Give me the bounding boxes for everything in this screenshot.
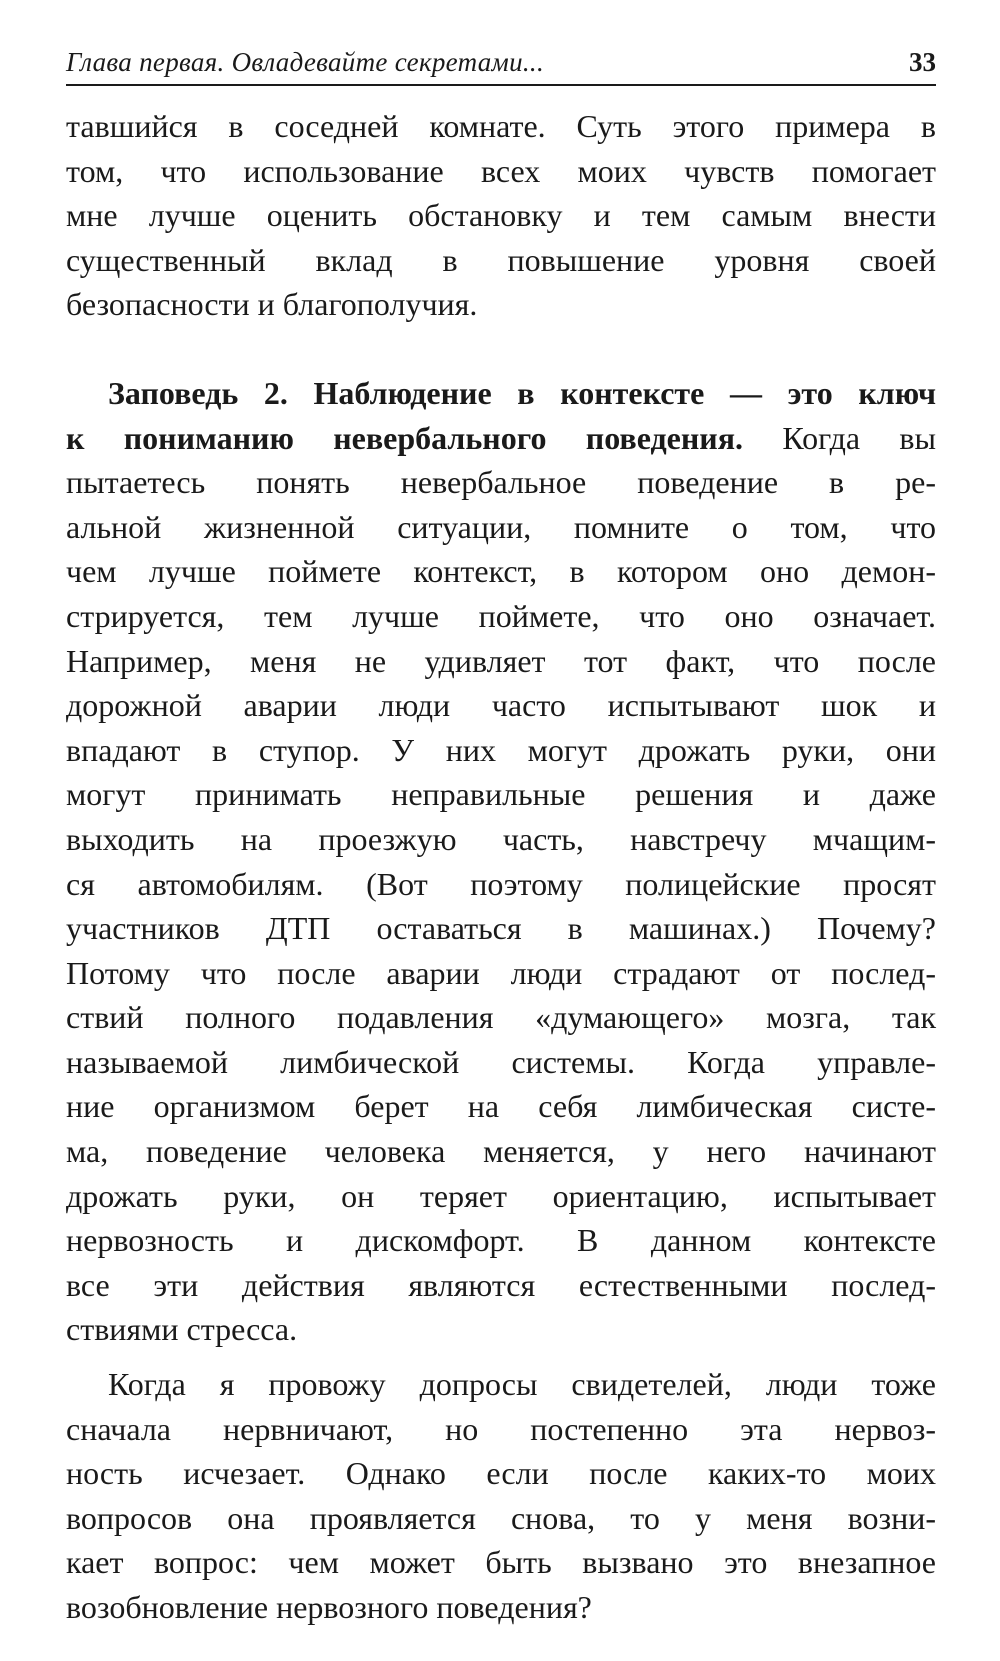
paragraph-1: [66, 104, 936, 327]
text-line: чем лучше поймете контекст, в котором оно демон-: [66, 553, 936, 590]
body-text: [66, 104, 936, 1630]
text-fragment: Когда вы: [743, 419, 937, 456]
text-line: том, что использование всех моих чувств помогает: [66, 152, 936, 189]
text-line: дрожать руки, он теряет ориентацию, испытывает: [66, 1177, 936, 1214]
text-line: ствиями стресса.: [66, 1311, 298, 1348]
text-line: выходить на проезжую часть, навстречу мчащим-: [66, 820, 936, 857]
commandment-heading-end: к пониманию невербального поведения.: [66, 419, 744, 456]
text-line: вопросов она проявляется снова, то у меня возни-: [66, 1499, 936, 1536]
page-number: 33: [909, 47, 936, 77]
text-line: пытаетесь понять невербальное поведение в ре-: [66, 464, 936, 501]
text-line: Например, меня не удивляет тот факт, что после: [66, 642, 936, 679]
text-line: ся автомобилям. (Вот поэтому полицейские просят: [66, 865, 936, 902]
text-line: ствий полного подавления «думающего» мозга, так: [66, 999, 936, 1036]
running-title: Глава первая. Овладевайте секретами...: [66, 47, 545, 77]
text-line: мне лучше оценить обстановку и тем самым внести: [66, 197, 936, 234]
text-line: существенный вклад в повышение уровня своей: [66, 241, 936, 278]
text-line: [66, 416, 936, 461]
text-line: участников ДТП оставаться в машинах.) Почему?: [66, 910, 936, 947]
text-line: впадают в ступор. У них могут дрожать руки, они: [66, 731, 936, 768]
commandment-heading: Заповедь 2. Наблюдение в контексте — это ключ: [108, 374, 936, 411]
text-line: сначала нервничают, но постепенно эта нервоз-: [66, 1410, 936, 1447]
text-line: кает вопрос: чем может быть вызвано это внезапное: [66, 1544, 936, 1581]
text-line: возобновление нервозного поведения?: [66, 1589, 592, 1625]
text-line: Потому что после аварии люди страдают от послед-: [66, 954, 936, 991]
paragraph-spacer: [66, 1352, 936, 1362]
running-header: [66, 40, 936, 86]
text-line: могут принимать неправильные решения и даже: [66, 776, 936, 813]
text-line: Когда я провожу допросы свидетелей, люди тоже: [108, 1366, 936, 1403]
text-line: нервозность и дискомфорт. В данном контексте: [66, 1222, 936, 1259]
text-line: все эти действия являются естественными послед-: [66, 1266, 936, 1303]
paragraph-2: [66, 371, 936, 1352]
paragraph-3: [66, 1362, 936, 1630]
book-page: [66, 40, 936, 1630]
text-line: тавшийся в соседней комнате. Суть этого примера в: [66, 108, 936, 144]
text-line: альной жизненной ситуации, помните о том, что: [66, 508, 936, 545]
text-line: называемой лимбической системы. Когда управле-: [66, 1043, 936, 1080]
text-line: ма, поведение человека меняется, у него начинают: [66, 1133, 936, 1170]
text-line: ние организмом берет на себя лимбическая систе-: [66, 1088, 936, 1125]
text-line: безопасности и благополучия.: [66, 286, 478, 323]
text-line: ность исчезает. Однако если после каких-то моих: [66, 1455, 936, 1492]
paragraph-spacer: [66, 327, 936, 371]
text-line: стрируется, тем лучше поймете, что оно означает.: [66, 597, 936, 634]
text-line: дорожной аварии люди часто испытывают шок и: [66, 687, 936, 724]
